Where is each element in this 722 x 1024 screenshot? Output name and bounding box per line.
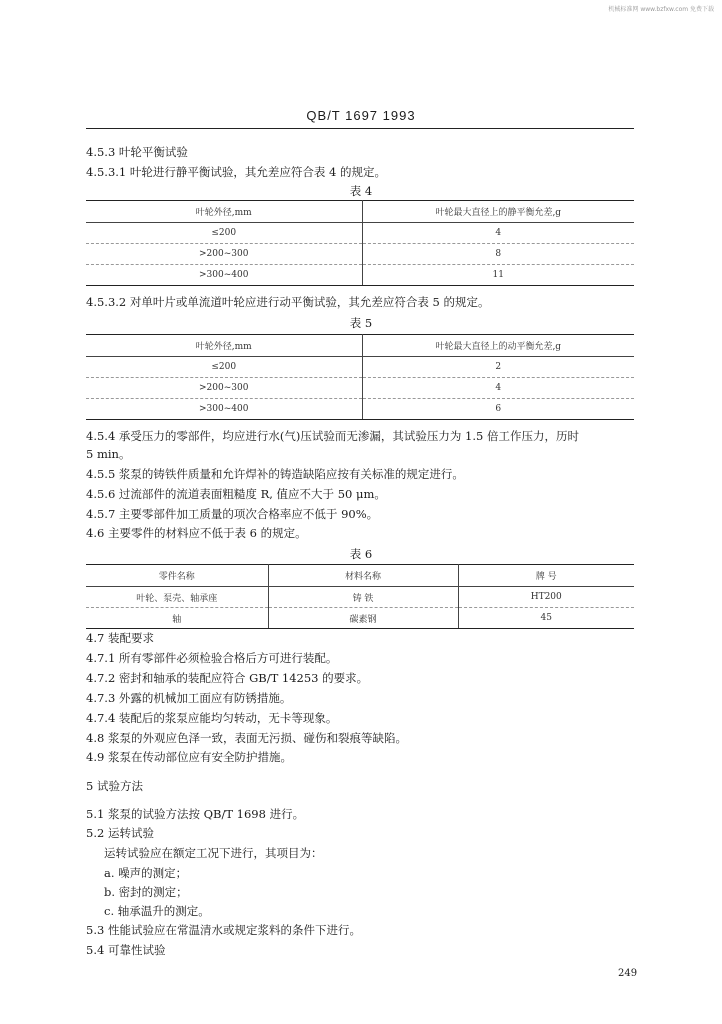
page-number: 249 [618, 968, 638, 979]
table5-header-col2: 叶轮最大直径上的动平衡允差,g [362, 335, 634, 357]
table-cell: 8 [362, 244, 634, 265]
list-item: b. 密封的测定； [104, 885, 188, 899]
text-line: 4.7.1 所有零部件必须检验合格后方可进行装配。 [86, 651, 338, 665]
table-row [86, 378, 634, 399]
text-line: 4.6 主要零件的材料应不低于表 6 的规定。 [86, 526, 307, 540]
table6-caption: 表 6 [349, 547, 373, 561]
table-cell: >200~300 [86, 378, 362, 399]
table-row [86, 244, 634, 265]
table-row [86, 357, 634, 378]
text-line: 4.7.3 外露的机械加工面应有防锈措施。 [86, 691, 292, 705]
text-line: 5.3 性能试验应在常温清水或规定浆料的条件下进行。 [86, 923, 361, 937]
text-line: 4.7.4 装配后的浆泵应能均匀转动，无卡等现象。 [86, 711, 338, 725]
text-line: 5.4 可靠性试验 [86, 943, 166, 957]
list-item: c. 轴承温升的测定。 [104, 904, 210, 918]
table6-header-material: 材料名称 [268, 565, 458, 587]
table-cell: >300~400 [86, 265, 362, 286]
text-line: 4.7.2 密封和轴承的装配应符合 GB/T 14253 的要求。 [86, 671, 369, 685]
text-line: 5.2 运转试验 [86, 826, 154, 840]
table-row [86, 399, 634, 420]
table-row [86, 265, 634, 286]
table-cell: 轴 [86, 608, 268, 629]
table-cell: 叶轮、泵壳、轴承座 [86, 587, 268, 608]
table-4 [86, 200, 634, 286]
table4-caption: 表 4 [349, 184, 373, 198]
text-line: 4.5.4 承受压力的零部件，均应进行水(气)压试验而无渗漏，其试验压力为 1.5 倍工作压力，历时 [86, 429, 579, 443]
text-line: 4.8 浆泵的外观应色泽一致，表面无污损、碰伤和裂痕等缺陷。 [86, 731, 407, 745]
text-line: 4.5.6 过流部件的流道表面粗糙度 R, 值应不大于 50 μm。 [86, 487, 386, 501]
text-line: 4.5.3.2 对单叶片或单流道叶轮应进行动平衡试验，其允差应符合表 5 的规定。 [86, 295, 490, 309]
text-line: 5.1 浆泵的试验方法按 QB/T 1698 进行。 [86, 807, 305, 821]
table-cell: 11 [362, 265, 634, 286]
table-cell: 铸 铁 [268, 587, 458, 608]
table4-header-col2: 叶轮最大直径上的静平衡允差,g [362, 201, 634, 223]
table-cell: HT200 [530, 592, 562, 602]
table-row [86, 587, 634, 608]
text-line: 5 min。 [86, 447, 131, 461]
table-cell: 2 [495, 362, 502, 372]
table-row [86, 223, 634, 244]
table-cell: 6 [362, 399, 634, 420]
text-line: 4.9 浆泵在传动部位应有安全防护措施。 [86, 750, 292, 764]
table6-header-part: 零件名称 [86, 565, 268, 587]
page-header: QB/T 1697 1993 [306, 108, 416, 123]
text-line: 4.5.3 叶轮平衡试验 [86, 145, 188, 159]
table-cell: ≤200 [86, 357, 362, 378]
text-line: 4.5.7 主要零部件加工质量的项次合格率应不低于 90%。 [86, 507, 379, 521]
text-line: 4.7 装配要求 [86, 631, 154, 645]
text-line: 运转试验应在额定工况下进行，其项目为： [104, 846, 323, 860]
text-line: 4.5.3.1 叶轮进行静平衡试验，其允差应符合表 4 的规定。 [86, 165, 387, 179]
table4-header-col1: 叶轮外径,mm [86, 201, 362, 223]
header-rule [86, 128, 634, 129]
table-cell: 4 [495, 228, 502, 238]
table-cell: ≤200 [86, 223, 362, 244]
list-item: a. 噪声的测定； [104, 866, 188, 880]
table-cell: >200~300 [86, 244, 362, 265]
table-cell: 4 [362, 378, 634, 399]
watermark: 机械标准网 www.bzfxw.com 免费下载 [608, 6, 714, 13]
table-cell: >300~400 [86, 399, 362, 420]
table5-header-col1: 叶轮外径,mm [86, 335, 362, 357]
table-5 [86, 334, 634, 420]
table6-header-grade: 牌 号 [458, 565, 634, 587]
text-line: 4.5.5 浆泵的铸铁件质量和允许焊补的铸造缺陷应按有关标准的规定进行。 [86, 467, 464, 481]
table-6 [86, 564, 634, 629]
section-heading: 5 试验方法 [86, 779, 143, 793]
table-cell: 45 [458, 608, 634, 629]
table5-caption: 表 5 [349, 316, 373, 330]
table-row [86, 608, 634, 629]
table-cell: 碳素钢 [268, 608, 458, 629]
